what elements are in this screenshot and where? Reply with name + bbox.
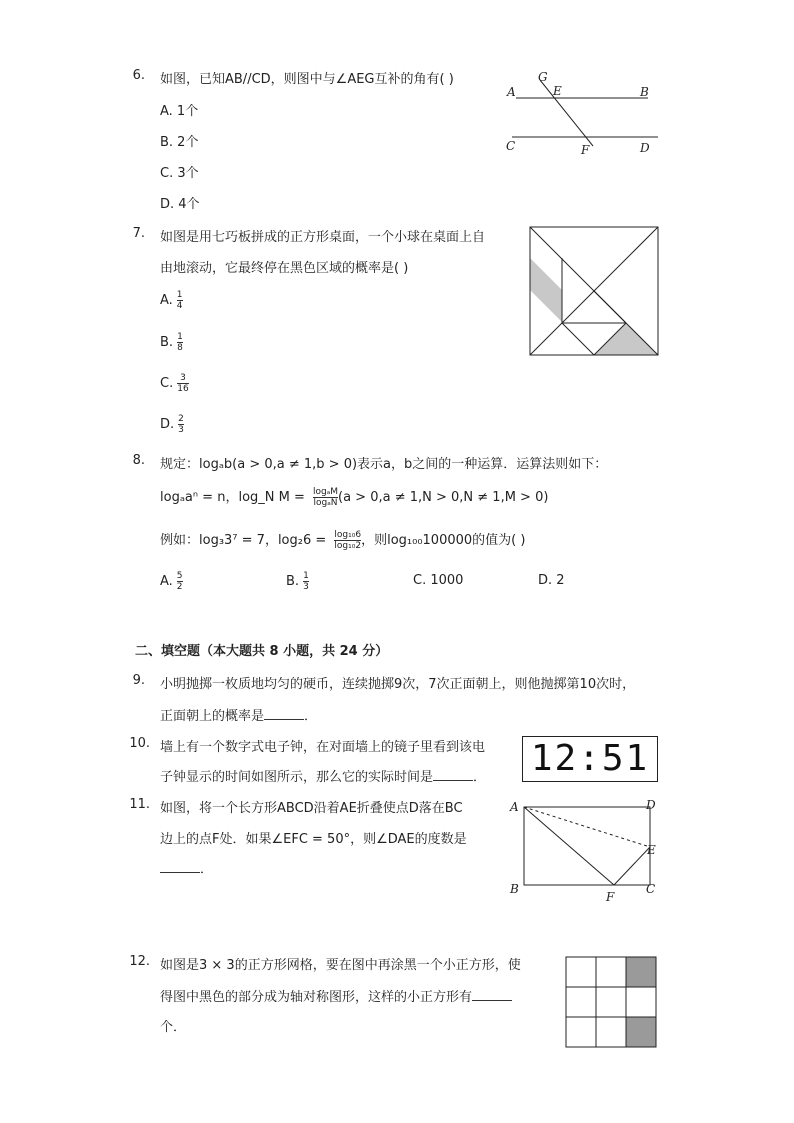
q12-stem-line3: 个．: [160, 1020, 187, 1035]
q11-stem-line1: 如图，将一个长方形ABCD沿着AE折叠使点D落在BC: [160, 801, 463, 816]
q12-number: 12.: [129, 954, 150, 969]
q6-label-c: C: [506, 139, 516, 153]
q12-stem-line2: 得图中黑色的部分成为轴对称图形，这样的小正方形有: [160, 986, 512, 1005]
q6-stem: 如图，已知AB//CD，则图中与∠AEG互补的角有( ): [160, 72, 454, 87]
q11-label-b: B: [510, 882, 519, 896]
q6-label-e: E: [553, 84, 562, 98]
q6-label-d: D: [640, 141, 650, 155]
q12-grid-figure: [564, 955, 660, 1049]
q10-mirrored-clock: [522, 736, 658, 782]
q11-label-f: F: [606, 890, 615, 904]
q8-number: 8.: [132, 453, 145, 468]
q6-label-b: B: [640, 85, 649, 99]
q11-stem-line3: ．: [160, 858, 213, 877]
fraction: $\frac{\text{log₁₀6}}{\text{log₁₀2}}$: [334, 530, 362, 551]
fraction: $\frac{1}{3}$: [303, 571, 309, 592]
q7-option-a: A. $\frac{1}{4}$: [160, 290, 183, 311]
q6-option-b: B. 2个: [160, 135, 199, 150]
q6-option-c: C. 3个: [160, 166, 199, 181]
q6-label-a: A: [507, 85, 516, 99]
q7-stem-line1: 如图是用七巧板拼成的正方形桌面，一个小球在桌面上自: [160, 230, 486, 245]
q6-option-d: D. 4个: [160, 197, 200, 212]
q9-number: 9.: [132, 673, 145, 688]
q8-option-a: A. $\frac{5}{2}$: [160, 571, 183, 592]
answer-blank[interactable]: [264, 707, 304, 720]
q12-stem-line1: 如图是3 × 3的正方形网格，要在图中再涂黑一个小正方形，使: [160, 958, 521, 973]
answer-blank[interactable]: [433, 768, 473, 781]
q6-option-a: A. 1个: [160, 104, 199, 119]
q8-option-d: D. 2: [538, 573, 565, 588]
q9-stem-line2: 正面朝上的概率是 ．: [160, 709, 318, 724]
fraction: $\frac{1}{8}$: [177, 332, 183, 353]
q7-number: 7.: [132, 226, 145, 241]
q7-option-b: B. $\frac{1}{8}$: [160, 332, 183, 353]
q7-option-c: C. $\frac{3}{16}$: [160, 373, 189, 394]
q11-number: 11.: [129, 797, 150, 812]
section-heading-fill-in: 二、填空题（本大题共 8 小题，共 24 分）: [135, 644, 389, 659]
q11-folded-rectangle-figure: [506, 797, 666, 907]
q10-number: 10.: [129, 736, 150, 751]
q8-option-b: B. $\frac{1}{3}$: [286, 571, 309, 592]
fraction: $\frac{2}{3}$: [178, 414, 184, 435]
q10-stem-line1: 墙上有一个数字式电子钟，在对面墙上的镜子里看到该电: [160, 740, 486, 755]
q7-stem-line2: 由地滚动，它最终停在黑色区域的概率是( ): [160, 261, 409, 276]
fraction: $\frac{5}{2}$: [176, 571, 183, 592]
answer-blank[interactable]: [472, 988, 512, 1001]
fraction: $\frac{1}{4}$: [176, 290, 183, 311]
q6-parallel-lines-figure: [500, 66, 665, 161]
q7-option-d: D. $\frac{2}{3}$: [160, 414, 184, 435]
q11-label-d: D: [646, 798, 656, 812]
q8-option-c: C. 1000: [413, 573, 464, 588]
q7-tangram-figure: [528, 225, 662, 359]
fraction: $\frac{\text{logₐM}}{\text{logₐN}}$: [313, 487, 339, 508]
q11-label-c: C: [646, 882, 656, 896]
q8-rule-line: logₐaⁿ = n，log_N M = $\frac{\text{logₐM}}{\text{logₐN}}$ (a > 0,a ≠ 1,N > 0,N ≠ 1,M > 0): [160, 487, 549, 508]
q9-stem-line1: 小明抛掷一枚质地均匀的硬币，连续抛掷9次，7次正面朝上，则他抛掷第10次时，: [160, 677, 636, 692]
q6-number: 6.: [132, 68, 145, 83]
fraction: $\frac{3}{16}$: [177, 373, 189, 394]
q8-definition-line: 规定：logₐb(a > 0,a ≠ 1,b > 0)表示a，b之间的一种运算．运算法则如下：: [160, 457, 608, 472]
q8-example-line: 例如：log₃3⁷ = 7，log₂6 = $\frac{\text{log₁₀6}}{\text{log₁₀2}}$ ，则log₁₀₀100000的值为( ): [160, 530, 526, 551]
answer-blank[interactable]: [160, 860, 200, 873]
q6-label-f: F: [581, 143, 590, 157]
q10-stem-line2: 子钟显示的时间如图所示，那么它的实际时间是 ．: [160, 770, 487, 785]
q11-stem-line2: 边上的点F处．如果∠EFC = 50°，则∠DAE的度数是: [160, 832, 467, 847]
q6-label-g: G: [538, 70, 548, 84]
q11-label-a: A: [510, 800, 519, 814]
clock-display: 12:51: [530, 738, 650, 779]
q11-label-e: E: [647, 843, 656, 857]
